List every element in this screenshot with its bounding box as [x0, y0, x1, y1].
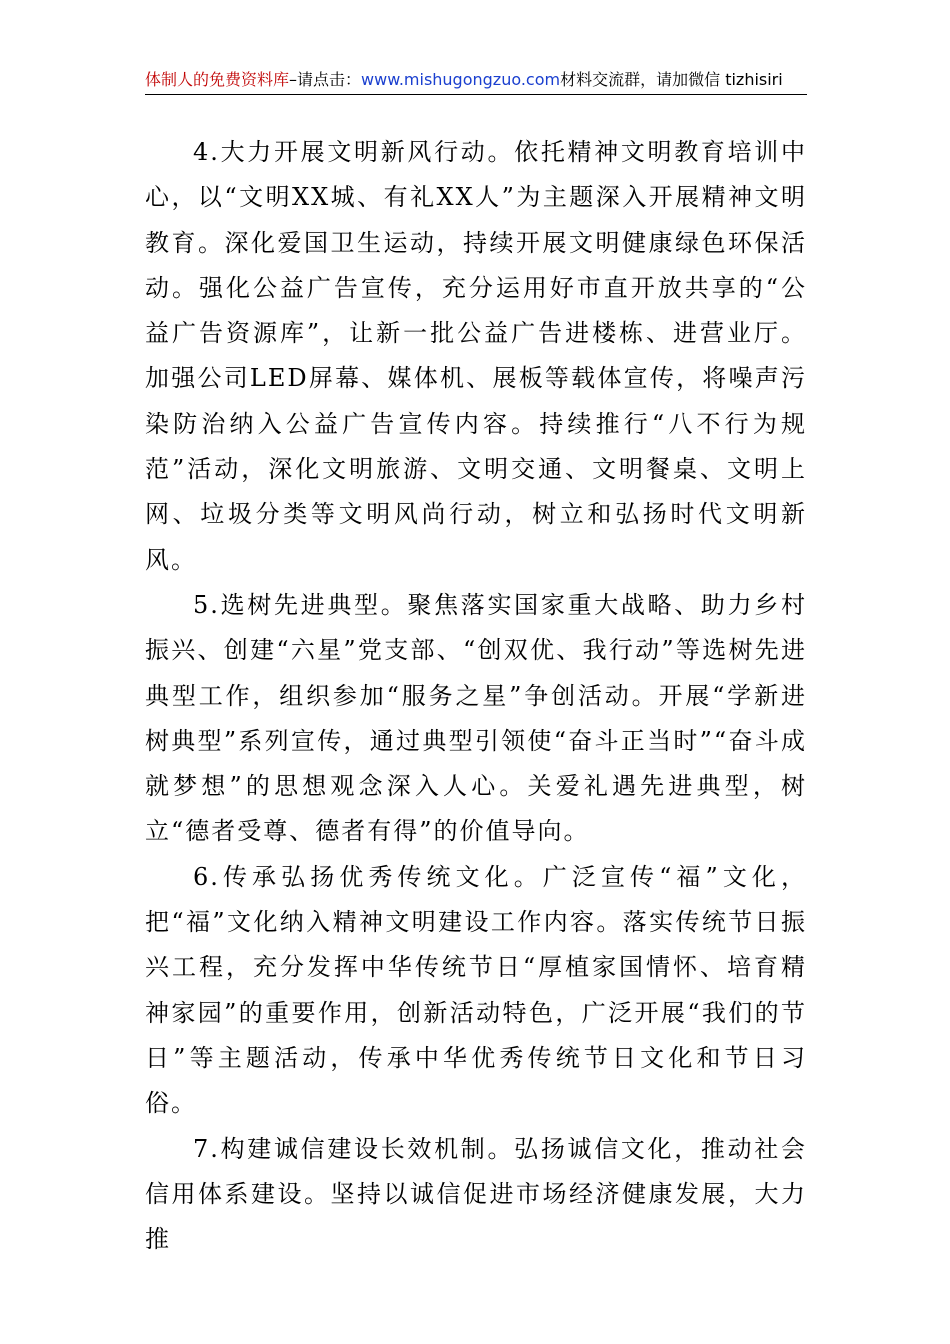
- header-prompt: –请点击：: [289, 70, 362, 89]
- paragraph-item-6: 6.传承弘扬优秀传统文化。广泛宣传“福”文化，把“福”文化纳入精神文明建设工作内容。落实传统节日振兴工程，充分发挥中华传统节日“厚植家国情怀、培育精神家园”的重要作用，创新活动特色，广泛开展“我们的节日”等主题活动，传承中华优秀传统节日文化和节日习俗。: [145, 862, 807, 1118]
- header-brand: 体制人的免费资料库: [145, 70, 290, 89]
- paragraph-item-5: 5.选树先进典型。聚焦落实国家重大战略、助力乡村振兴、创建“六星”党支部、“创双优、我行动”等选树先进典型工作，组织参加“服务之星”争创活动。开展“学新进树典型”系列宣传，通过典型引领使“奋斗正当时”“奋斗成就梦想”的思想观念深入人心。关爱礼遇先进典型，树立“德者受尊、德者有得”的价值导向。: [145, 590, 807, 846]
- header-contact-note: 材料交流群，请加微信 tizhisiri: [560, 70, 783, 89]
- paragraph-item-4: 4.大力开展文明新风行动。依托精神文明教育培训中心，以“文明XX城、有礼XX人”为主题深入开展精神文明教育。深化爱国卫生运动，持续开展文明健康绿色环保活动。强化公益广告宣传，充分运用好市直开放共享的“公益广告资源库”，让新一批公益广告进楼栋、进营业厅。加强公司LED屏幕、媒体机、展板等载体宣传，将噪声污染防治纳入公益广告宣传内容。持续推行“八不行为规范”活动，深化文明旅游、文明交通、文明餐桌、文明上网、垃圾分类等文明风尚行动，树立和弘扬时代文明新风。: [145, 138, 807, 574]
- header-url-link[interactable]: www.mishugongzuo.com: [361, 70, 561, 89]
- page-header: [145, 66, 807, 95]
- document-body: [145, 130, 807, 1262]
- paragraph-item-7: 7.构建诚信建设长效机制。弘扬诚信文化，推动社会信用体系建设。坚持以诚信促进市场经济健康发展，大力推: [145, 1134, 807, 1254]
